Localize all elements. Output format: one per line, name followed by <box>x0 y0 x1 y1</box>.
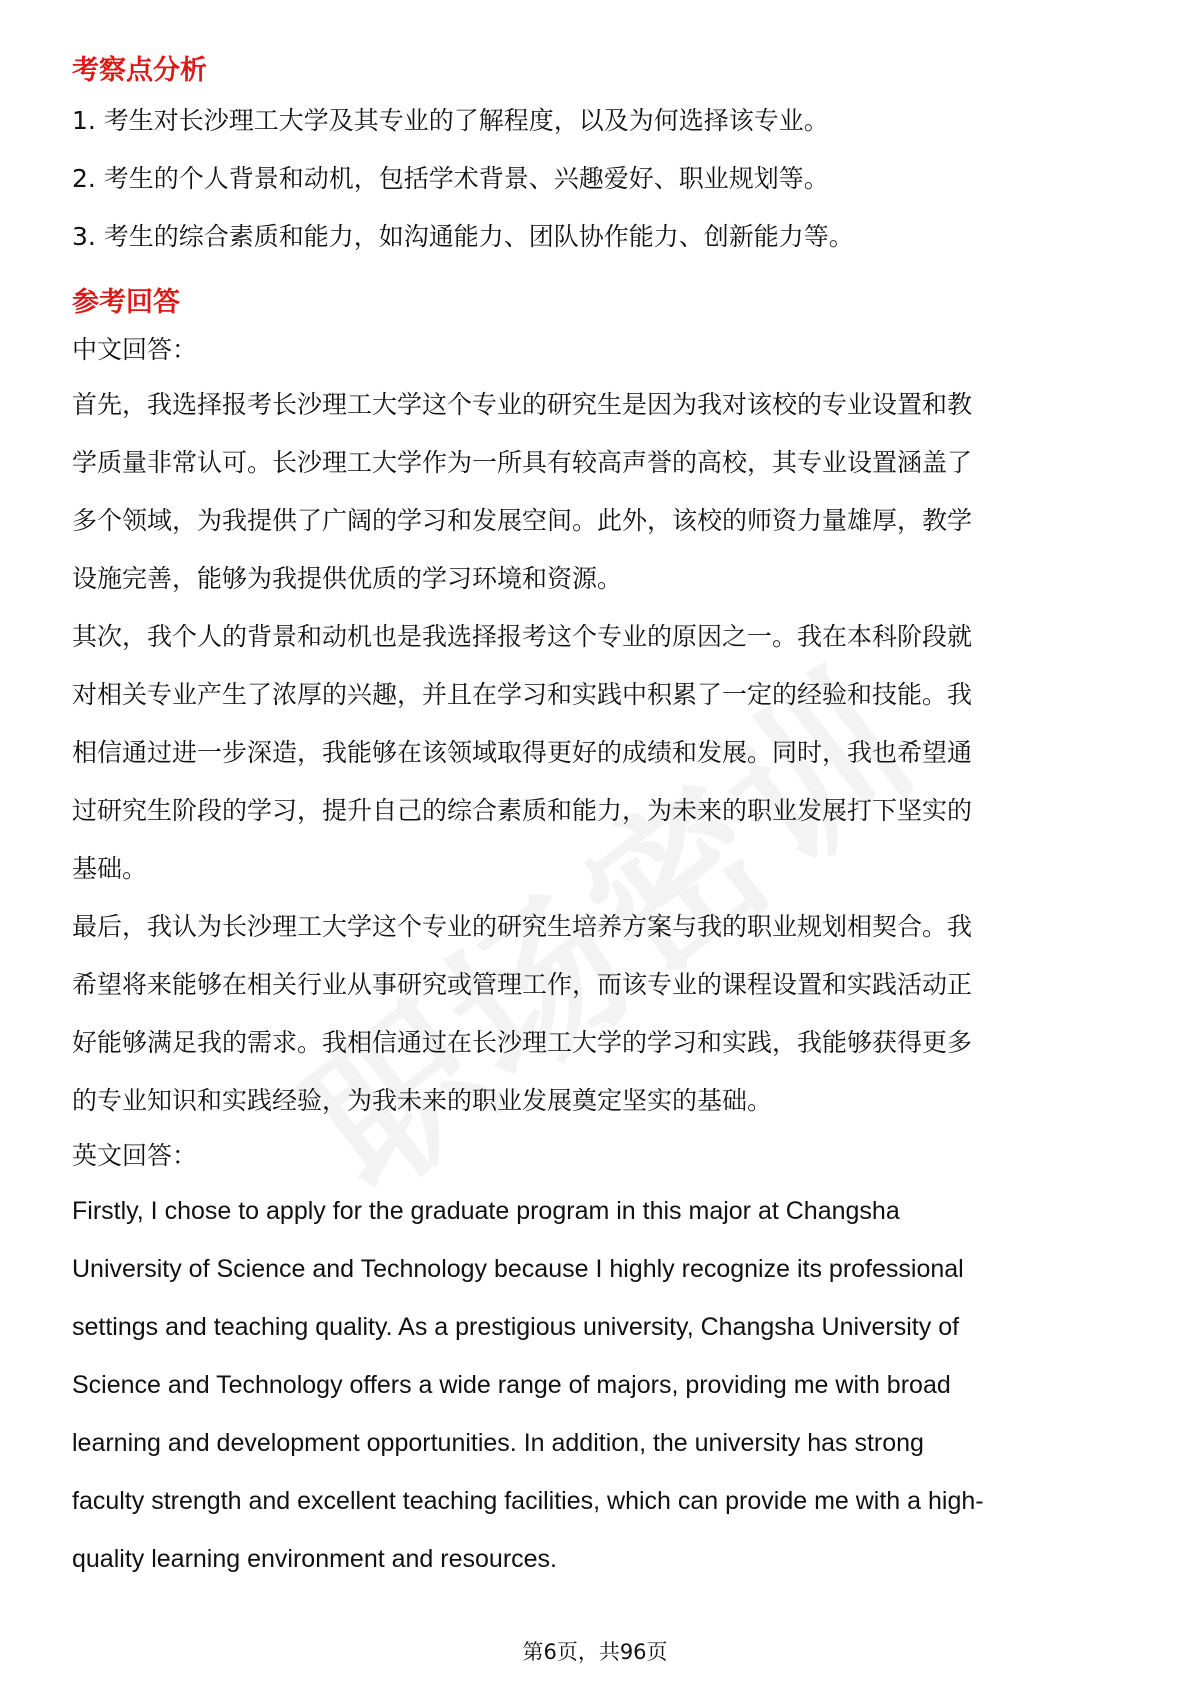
page-number: 第6页，共96页 <box>522 1640 668 1664</box>
paragraph-line: 最后，我认为长沙理工大学这个专业的研究生培养方案与我的职业规划相契合。我 <box>72 912 973 941</box>
paragraph-line: 多个领域，为我提供了广阔的学习和发展空间。此外，该校的师资力量雄厚，教学 <box>72 506 973 535</box>
paragraph-line: 设施完善，能够为我提供优质的学习环境和资源。 <box>72 564 623 593</box>
analysis-heading: 考察点分析 <box>72 55 207 86</box>
paragraph-line: 好能够满足我的需求。我相信通过在长沙理工大学的学习和实践，我能够获得更多 <box>72 1028 973 1057</box>
paragraph-line: 过研究生阶段的学习，提升自己的综合素质和能力，为未来的职业发展打下坚实的 <box>72 796 973 825</box>
chinese-paragraph-1 <box>72 376 1132 608</box>
answer-heading: 参考回答 <box>72 287 180 318</box>
paragraph-line: 学质量非常认可。长沙理工大学作为一所具有较高声誉的高校，其专业设置涵盖了 <box>72 448 973 477</box>
english-line: Firstly, I chose to apply for the graduate program in this major at Changsha <box>72 1197 900 1225</box>
english-line: quality learning environment and resources. <box>72 1545 557 1573</box>
english-paragraph <box>72 1182 1132 1588</box>
english-line: learning and development opportunities. In addition, the university has strong <box>72 1429 924 1457</box>
english-line: Science and Technology offers a wide range of majors, providing me with broad <box>72 1371 951 1399</box>
paragraph-line: 的专业知识和实践经验，为我未来的职业发展奠定坚实的基础。 <box>72 1086 773 1115</box>
page-content <box>72 50 1132 1588</box>
paragraph-line: 对相关专业产生了浓厚的兴趣，并且在学习和实践中积累了一定的经验和技能。我 <box>72 680 973 709</box>
analysis-item-3: 3. 考生的综合素质和能力，如沟通能力、团队协作能力、创新能力等。 <box>72 222 854 251</box>
chinese-answer-label: 中文回答： <box>72 335 198 364</box>
paragraph-line: 希望将来能够在相关行业从事研究或管理工作，而该专业的课程设置和实践活动正 <box>72 970 973 999</box>
chinese-paragraph-2 <box>72 608 1132 898</box>
analysis-item-2: 2. 考生的个人背景和动机，包括学术背景、兴趣爱好、职业规划等。 <box>72 164 829 193</box>
analysis-item-1: 1. 考生对长沙理工大学及其专业的了解程度，以及为何选择该专业。 <box>72 106 829 135</box>
paragraph-line: 相信通过进一步深造，我能够在该领域取得更好的成绩和发展。同时，我也希望通 <box>72 738 973 767</box>
english-line: faculty strength and excellent teaching facilities, which can provide me with a high- <box>72 1487 984 1515</box>
english-line: University of Science and Technology because I highly recognize its professional <box>72 1255 964 1283</box>
chinese-paragraph-3 <box>72 898 1132 1130</box>
paragraph-line: 首先，我选择报考长沙理工大学这个专业的研究生是因为我对该校的专业设置和教 <box>72 390 973 419</box>
paragraph-line: 其次，我个人的背景和动机也是我选择报考这个专业的原因之一。我在本科阶段就 <box>72 622 973 651</box>
english-answer-label: 英文回答： <box>72 1141 198 1170</box>
english-line: settings and teaching quality. As a prestigious university, Changsha University of <box>72 1313 960 1341</box>
paragraph-line: 基础。 <box>72 854 148 883</box>
